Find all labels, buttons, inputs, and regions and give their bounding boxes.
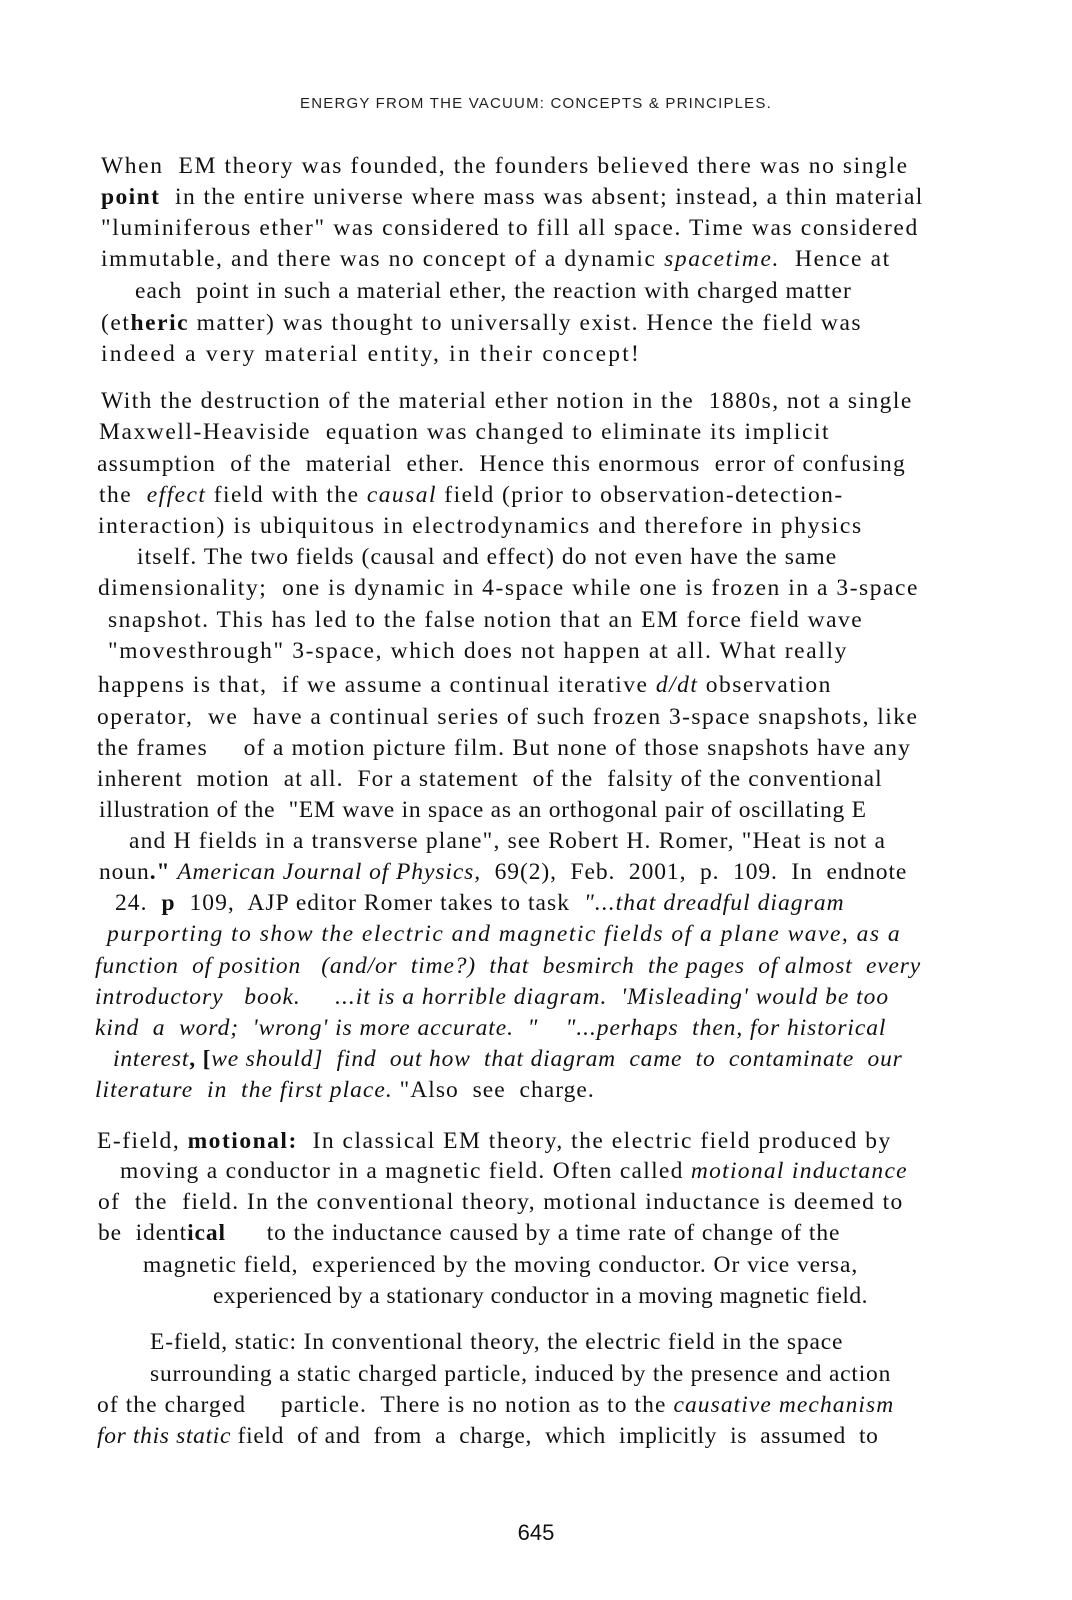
italic-text: we should] find out how that diagram came to contaminate our	[211, 1046, 903, 1072]
text-run: operator, we have a continual series of such frozen 3-space snapshots, like	[97, 704, 919, 730]
text-run: "movesthrough" 3-space, which does not happen at all. What really	[108, 638, 849, 664]
text-line	[97, 1422, 879, 1450]
text-run: assumption of the material ether. Hence this enormous error of confusing	[97, 451, 906, 477]
bold-text: ical	[187, 1220, 226, 1246]
text-run: Hence at	[780, 246, 891, 272]
text-line	[97, 1127, 892, 1155]
text-line	[107, 920, 901, 948]
text-run: snapshot. This has led to the false notion that an EM force field wave	[108, 607, 864, 633]
text-line	[143, 1251, 858, 1279]
text-run: 24.	[115, 890, 162, 916]
italic-text: kind a word; 'wrong' is more accurate. " "...perhaps then, for historical	[95, 1015, 887, 1041]
bold-text: motional:	[187, 1128, 298, 1154]
bold-text: point	[101, 184, 161, 210]
italic-text: American Journal of Physics,	[177, 859, 482, 885]
text-line	[99, 796, 867, 824]
text-run: (et	[101, 310, 131, 336]
italic-text: d/dt	[655, 672, 699, 698]
text-line	[108, 606, 863, 634]
text-line	[108, 637, 848, 665]
text-run: 69(2), Feb. 2001, p. 109. In endnote	[481, 859, 908, 885]
text-run: noun	[99, 859, 150, 885]
bold-text: ,	[189, 1046, 196, 1072]
text-run: and H fields in a transverse plane", see Robert H. Romer, "Heat is not a	[129, 828, 887, 854]
italic-text: introductory book. ...it is a horrible diagram. 'Misleading' would be too	[95, 984, 890, 1010]
text-run: observation	[698, 672, 832, 698]
text-run: interaction) is ubiquitous in electrodynamics and therefore in physics	[98, 513, 863, 539]
text-line	[101, 245, 891, 273]
text-run: of the charged particle. There is no notion as to the	[97, 1392, 674, 1418]
text-run: be ident	[98, 1220, 188, 1246]
text-line	[97, 1391, 894, 1419]
italic-text: interest	[113, 1046, 190, 1072]
text-run: "Also see charge.	[392, 1077, 595, 1103]
text-line	[135, 277, 852, 305]
italic-text: literature in the first place.	[95, 1077, 393, 1103]
text-line	[120, 1157, 908, 1185]
text-run: magnetic field, experienced by the moving conductor. Or vice versa,	[143, 1252, 859, 1278]
text-line	[98, 1219, 840, 1247]
text-line	[99, 858, 907, 886]
text-run: "luminiferous ether" was considered to fill all space. Time was considered	[101, 215, 919, 241]
text-line	[98, 574, 919, 602]
italic-text: motional inductance	[690, 1158, 908, 1184]
text-line	[97, 703, 918, 731]
text-line	[137, 543, 837, 571]
italic-text: causative mechanism	[673, 1392, 895, 1418]
text-run: surrounding a static charged particle, induced by the presence and action	[150, 1361, 892, 1387]
text-line	[101, 387, 913, 415]
text-run: illustration of the "EM wave in space as an orthogonal pair of oscillating E	[99, 797, 867, 823]
text-line	[101, 214, 919, 242]
text-run: of the field. In the conventional theory, motional inductance is deemed to	[98, 1189, 904, 1215]
text-line	[98, 1188, 904, 1216]
text-run: in the entire universe where mass was absent; instead, a thin material	[160, 184, 924, 210]
text-run: the frames of a motion picture film. But none of those snapshots have any	[97, 735, 912, 761]
text-run: With the destruction of the material ether notion in the 1880s, not a single	[101, 388, 913, 414]
text-run: E-field, static: In conventional theory, the electric field in the space	[150, 1329, 844, 1355]
bold-text: p	[161, 890, 176, 916]
text-line	[99, 481, 844, 509]
text-run: to the inductance caused by a time rate of change of the	[226, 1220, 841, 1246]
text-line	[98, 512, 863, 540]
bold-text: heric	[130, 310, 190, 336]
text-run: matter) was thought to universally exist. Hence the field was	[189, 310, 863, 336]
text-line	[150, 1360, 891, 1388]
text-run: field of and from a charge, which implicitly is assumed to	[231, 1423, 879, 1449]
text-line	[115, 889, 845, 917]
text-line	[95, 983, 889, 1011]
text-run: immutable, and there was no concept of a dynamic	[101, 246, 665, 272]
text-run: E-field,	[97, 1128, 188, 1154]
text-line	[150, 1328, 843, 1356]
text-run: each point in such a material ether, the reaction with charged matter	[135, 278, 852, 304]
text-line	[95, 952, 921, 980]
text-line	[98, 671, 832, 699]
text-run: When EM theory was founded, the founders believed there was no single	[101, 153, 909, 179]
text-line	[95, 1014, 886, 1042]
bold-text: ."	[149, 859, 171, 885]
page-number: 645	[517, 1520, 555, 1545]
text-run: field with the	[206, 482, 367, 508]
text-run: experienced by a stationary conductor in a moving magnetic field.	[213, 1283, 869, 1309]
text-line	[97, 450, 906, 478]
bold-text: [	[195, 1046, 212, 1072]
text-line	[101, 183, 924, 211]
text-line	[129, 827, 886, 855]
running-head: ENERGY FROM THE VACUUM: CONCEPTS & PRINCIPLES.	[300, 95, 772, 112]
italic-text: for this static	[97, 1423, 232, 1449]
text-line	[213, 1282, 868, 1310]
text-line	[99, 418, 830, 446]
text-line	[101, 309, 862, 337]
italic-text: effect	[146, 482, 207, 508]
text-run: Maxwell-Heaviside equation was changed to eliminate its implicit	[99, 419, 831, 445]
text-run: itself. The two fields (causal and effect) do not even have the same	[137, 544, 838, 570]
text-run: field (prior to observation-detection-	[436, 482, 844, 508]
text-run: happens is that, if we assume a continual iterative	[98, 672, 656, 698]
text-line	[97, 765, 883, 793]
text-run: indeed a very material entity, in their concept!	[101, 341, 642, 367]
text-run: dimensionality; one is dynamic in 4-space while one is frozen in a 3-space	[98, 575, 919, 601]
text-run: the	[99, 482, 147, 508]
italic-text: spacetime.	[664, 246, 781, 272]
text-line	[97, 734, 911, 762]
text-run: In classical EM theory, the electric field produced by	[297, 1128, 892, 1154]
text-run: 109, AJP editor Romer takes to task	[175, 890, 584, 916]
italic-text: function of position (and/or time?) that besmirch the pages of almost every	[95, 953, 921, 979]
text-run: moving a conductor in a magnetic field. Often called	[120, 1158, 691, 1184]
text-line	[101, 340, 641, 368]
text-line	[95, 1076, 595, 1104]
text-run: inherent motion at all. For a statement of the falsity of the conventional	[97, 766, 883, 792]
text-line	[113, 1045, 903, 1073]
text-line	[101, 152, 909, 180]
italic-text: "...that dreadful diagram	[583, 890, 845, 916]
italic-text: purporting to show the electric and magnetic fields of a plane wave, as a	[107, 921, 902, 947]
italic-text: causal	[366, 482, 437, 508]
